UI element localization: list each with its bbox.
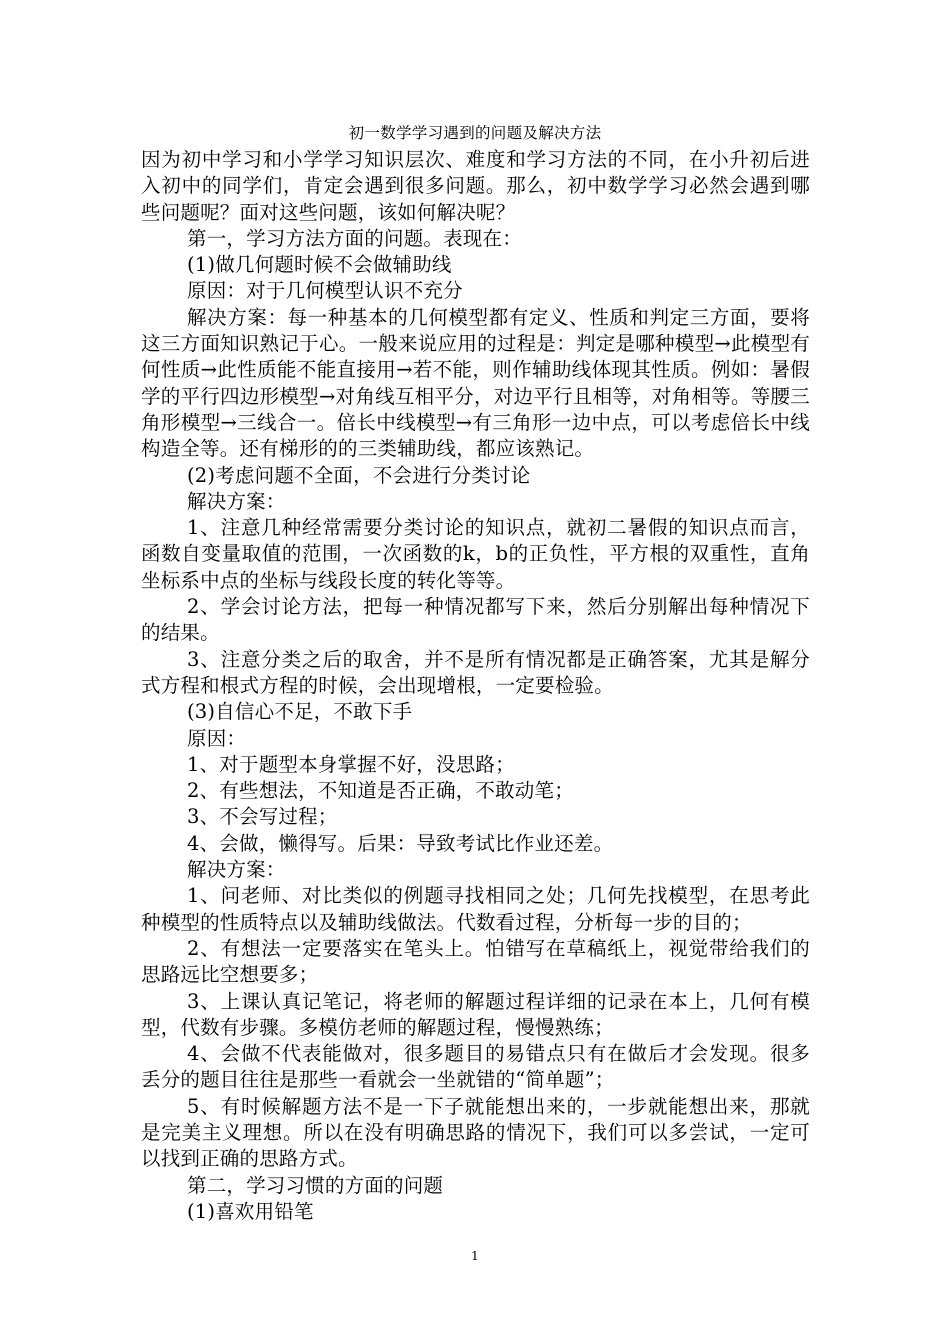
paragraph: (1)做几何题时候不会做辅助线 xyxy=(187,253,452,277)
paragraph: 2、学会讨论方法，把每一种情况都写下来，然后分别解出每种情况下的结果。 xyxy=(141,595,810,645)
paragraph: 第一，学习方法方面的问题。表现在： xyxy=(187,226,522,250)
paragraph: 4、会做不代表能做对，很多题目的易错点只有在做后才会发现。很多丢分的题目往往是那些一看就会一坐就错的“简单题”； xyxy=(141,1042,810,1092)
paragraph: 4、会做，懒得写。后果：导致考试比作业还差。 xyxy=(187,831,614,855)
paragraph: 解决方案： xyxy=(187,858,286,882)
document-title: 初一数学学习遇到的问题及解决方法 xyxy=(348,124,602,142)
paragraph: 1、问老师、对比类似的例题寻找相同之处；几何先找模型，在思考此种模型的性质特点以及辅助线做法。代数看过程，分析每一步的目的； xyxy=(141,884,810,934)
paragraph: 5、有时候解题方法不是一下子就能想出来的，一步就能想出来，那就是完美主义理想。所以在没有明确思路的情况下，我们可以多尝试，一定可以找到正确的思路方式。 xyxy=(141,1094,810,1171)
paragraph: 2、有些想法，不知道是否正确，不敢动笔； xyxy=(187,779,574,803)
paragraph: (3)自信心不足，不敢下手 xyxy=(187,700,413,724)
document-body xyxy=(141,147,810,1225)
paragraph: 3、上课认真记笔记，将老师的解题过程详细的记录在本上，几何有模型，代数有步骤。多模仿老师的解题过程，慢慢熟练； xyxy=(141,989,810,1039)
paragraph: 解决方案：每一种基本的几何模型都有定义、性质和判定三方面，要将这三方面知识熟记于心。一般来说应用的过程是：判定是哪种模型→此模型有何性质→此性质能不能直接用→若不能，则作辅助线体现其性质。例如：暑假学的平行四边形模型→对角线互相平分，对边平行且相等，对角相等。等腰三角形模型→三线合一。倍长中线模型→有三角形一边中点，可以考虑倍长中线构造全等。还有梯形的的三类辅助线，都应该熟记。 xyxy=(141,305,810,461)
paragraph: 1、注意几种经常需要分类讨论的知识点，就初二暑假的知识点而言，函数自变量取值的范围，一次函数的k，b的正负性，平方根的双重性，直角坐标系中点的坐标与线段长度的转化等等。 xyxy=(141,516,810,592)
paragraph: 因为初中学习和小学学习知识层次、难度和学习方法的不同，在小升初后进入初中的同学们，肯定会遇到很多问题。那么，初中数学学习必然会遇到哪些问题呢？面对这些问题，该如何解决呢？ xyxy=(141,148,810,224)
paragraph: 2、有想法一定要落实在笔头上。怕错写在草稿纸上，视觉带给我们的思路远比空想要多； xyxy=(141,936,810,987)
paragraph: 原因： xyxy=(187,726,247,750)
paragraph: 1、对于题型本身掌握不好，没思路； xyxy=(187,752,515,776)
paragraph: 第二，学习习惯的方面的问题 xyxy=(187,1173,444,1197)
paragraph: 原因：对于几何模型认识不充分 xyxy=(187,279,463,303)
paragraph: (2)考虑问题不全面，不会进行分类讨论 xyxy=(187,463,531,487)
paragraph: 解决方案： xyxy=(187,489,286,513)
paragraph: 3、注意分类之后的取舍，并不是所有情况都是正确答案，尤其是解分式方程和根式方程的时候，会出现增根，一定要检验。 xyxy=(141,647,810,697)
page-number: 1 xyxy=(471,1249,479,1263)
paragraph: (1)喜欢用铅笔 xyxy=(187,1199,314,1223)
paragraph: 3、不会写过程； xyxy=(187,805,338,829)
